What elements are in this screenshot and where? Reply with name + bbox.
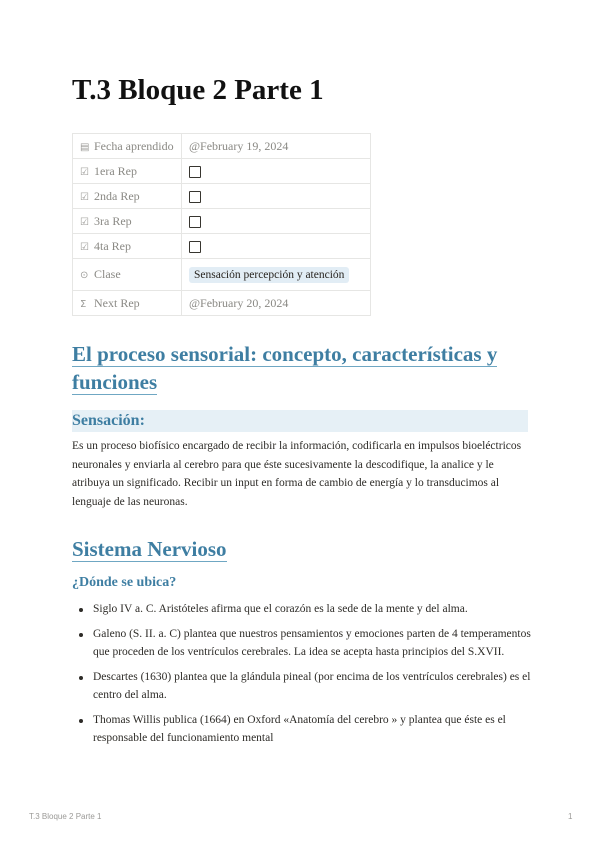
- property-value: [182, 134, 371, 159]
- property-label: Fecha aprendido: [94, 138, 174, 153]
- checkbox-prop-icon: ☑: [80, 216, 89, 228]
- property-key: [73, 134, 182, 159]
- checkbox[interactable]: [189, 166, 201, 178]
- checkbox-prop-icon: ☑: [80, 191, 89, 203]
- list-item: Thomas Willis publica (1664) en Oxford «Anatomía del cerebro » y plantea que éste es el responsable del funcionamiento mental: [72, 711, 532, 748]
- checkbox[interactable]: [189, 241, 201, 253]
- property-label: 2nda Rep: [94, 188, 140, 203]
- property-row: [73, 209, 371, 234]
- section-heading-proceso-sensorial: El proceso sensorial: concepto, características y funciones: [72, 342, 498, 394]
- property-label: 4ta Rep: [94, 238, 131, 253]
- sensacion-paragraph: Es un proceso biofísico encargado de recibir la información, codificarla en impulsos bioeléctricos neuronales y enviarla al cerebro para que éste sucesivamente la descodifique, la analice y le atribuya un significado. Recibir un input en forma de cambio de energía y lo transducimos al lenguaje de las neuronas.: [72, 440, 522, 508]
- date-value[interactable]: @February 20, 2024: [189, 295, 289, 310]
- properties-table: [72, 133, 371, 316]
- property-value: [182, 259, 371, 291]
- property-row: [73, 159, 371, 184]
- select-icon: ⊙: [80, 270, 89, 281]
- checkbox-prop-icon: ☑: [80, 241, 89, 253]
- page-title: T.3 Bloque 2 Parte 1: [72, 74, 324, 106]
- property-row: [73, 291, 371, 316]
- list-item: Descartes (1630) plantea que la glándula pineal (por encima de los ventrículos cerebrales) es el centro del alma.: [72, 668, 532, 705]
- property-key: [73, 159, 182, 184]
- property-row: [73, 184, 371, 209]
- property-key: [73, 209, 182, 234]
- list-item: Siglo IV a. C. Aristóteles afirma que el corazón es la sede de la mente y del alma.: [72, 600, 532, 619]
- bullet-list: [72, 600, 532, 754]
- property-value: [182, 184, 371, 209]
- checkbox[interactable]: [189, 216, 201, 228]
- footer-page-number: 1: [568, 812, 573, 821]
- property-key: [73, 291, 182, 316]
- property-value: [182, 209, 371, 234]
- property-row: [73, 134, 371, 159]
- checkbox[interactable]: [189, 191, 201, 203]
- property-key: [73, 259, 182, 291]
- property-value: [182, 159, 371, 184]
- property-label: 1era Rep: [94, 163, 137, 178]
- select-tag[interactable]: Sensación percepción y atención: [189, 267, 349, 283]
- property-value: [182, 234, 371, 259]
- property-label: Next Rep: [94, 295, 140, 310]
- property-row: [73, 234, 371, 259]
- footer-title: T.3 Bloque 2 Parte 1: [29, 812, 102, 821]
- subheading-sensacion: Sensación:: [72, 410, 528, 432]
- calendar-icon: ▤: [80, 141, 90, 153]
- date-value[interactable]: @February 19, 2024: [189, 138, 289, 153]
- property-key: [73, 234, 182, 259]
- property-value: [182, 291, 371, 316]
- property-label: Clase: [94, 267, 121, 281]
- formula-icon: Σ: [80, 298, 87, 310]
- property-row: [73, 259, 371, 291]
- property-label: 3ra Rep: [94, 213, 132, 228]
- subheading-donde-se-ubica: ¿Dónde se ubica?: [72, 575, 177, 590]
- property-key: [73, 184, 182, 209]
- list-item: Galeno (S. II. a. C) plantea que nuestros pensamientos y emociones parten de 4 temperamentos que proceden de los ventrículos cerebrales. La idea se acepta hasta principios del S.XVII.: [72, 625, 532, 662]
- section-heading-sistema-nervioso: Sistema Nervioso: [72, 537, 227, 561]
- checkbox-prop-icon: ☑: [80, 166, 89, 178]
